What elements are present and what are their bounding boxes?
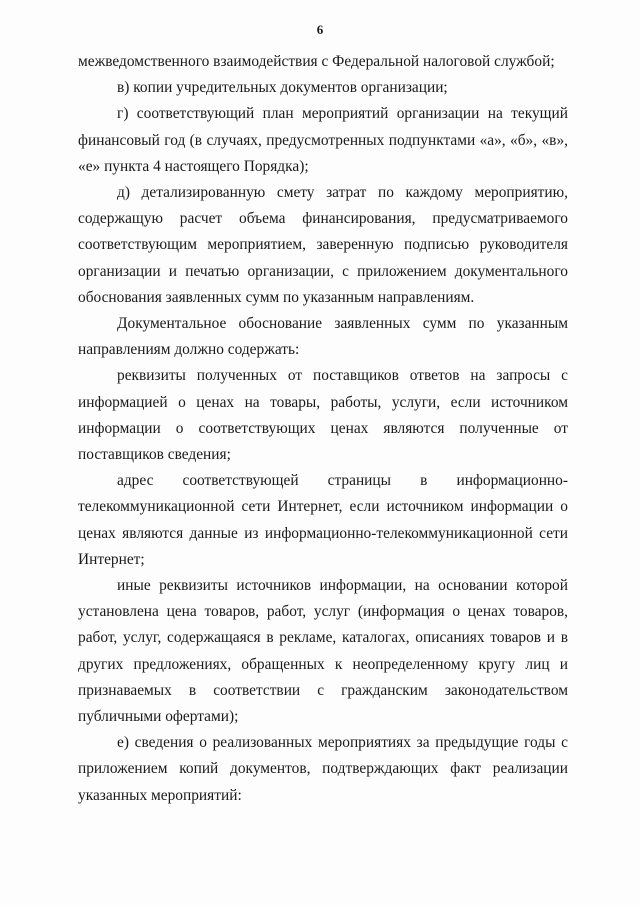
page-number: 6 <box>316 22 324 37</box>
paragraph-justification-intro: Документальное обоснование заявленных сумм по указанным направлениям должно содержать: <box>78 315 568 359</box>
paragraph-other-requisites: иные реквизиты источников информации, на основании которой установлена цена товаров, работ, услуг (информация о ценах товаров, работ, услуг, содержащаяся в рекламе, каталогах, описаниях товаров и в других предложениях, обращенных к неопределенному кругу лиц и признаваемых в соответствии с гражданским законодательством публичными офертами); <box>78 577 568 726</box>
paragraph-item-v: в) копии учредительных документов организации; <box>117 79 448 97</box>
paragraph-item-e: е) сведения о реализованных мероприятиях за предыдущие годы с приложением копий документов, подтверждающих факт реализации указанных мероприятий: <box>78 734 568 804</box>
paragraph-continuation: межведомственного взаимодействия с Федеральной налоговой службой; <box>78 53 555 70</box>
paragraph-item-g: г) соответствующий план мероприятий организации на текущий финансовый год (в случаях, предусмотренных подпунктами «а», «б», «в», «е» пункта 4 настоящего Порядка); <box>78 105 568 175</box>
paragraph-internet-address: адрес соответствующей страницы в информационно-телекоммуникационной сети Интернет, если источником информации о ценах являются данные из информационно-телекоммуникационной сети Интернет; <box>78 472 568 568</box>
paragraph-supplier-requisites: реквизиты полученных от поставщиков ответов на запросы с информацией о ценах на товары, работы, услуги, если источником информации о соответствующих ценах являются полученные от поставщиков сведения; <box>78 367 568 464</box>
paragraph-item-d: д) детализированную смету затрат по каждому мероприятию, содержащую расчет объема финансирования, предусматриваемого соответствующим мероприятием, заверенную подписью руководителя организации и печатью организации, с приложением документального обоснования заявленных сумм по указанным направлениям. <box>78 184 568 306</box>
document-body <box>78 49 568 809</box>
